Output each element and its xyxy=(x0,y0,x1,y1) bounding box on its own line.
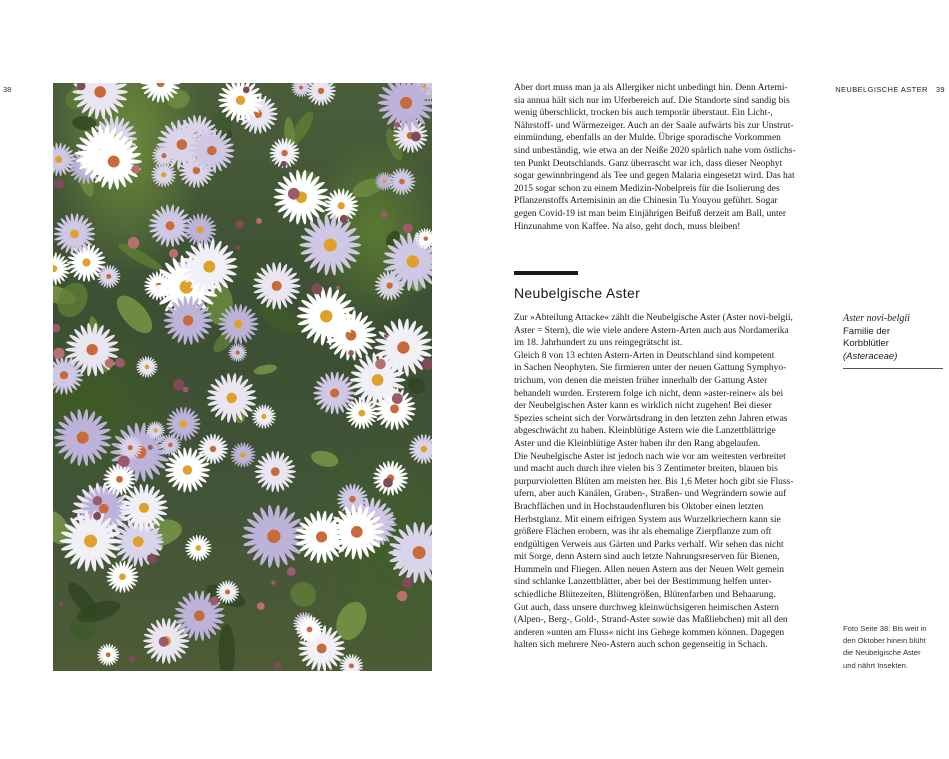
species-family-line2: Korbblütler xyxy=(843,338,889,350)
section-line: im 18. Jahrhundert zu uns reingegrätscht ist. xyxy=(514,338,683,349)
intro-line: gegen Covid-19 ist man beim Einjährigen Beifuß derzeit am Ball, unter xyxy=(514,208,786,219)
section-line: Aster = Stern), die wie viele andere Astern-Arten auch aus Nordamerika xyxy=(514,325,789,336)
species-box xyxy=(843,313,943,363)
section-line: Aster und die Kleinblütige Aster haben ihr den Rang abgelaufen. xyxy=(514,438,761,449)
section-line: Die Neubelgische Aster ist jedoch nach wie vor am weitesten verbreitet xyxy=(514,451,786,462)
aster-flower xyxy=(373,460,408,495)
aster-flowers-photo xyxy=(53,83,432,671)
intro-line: Aber dort muss man ja als Allergiker nicht unbedingt hin. Denn Artemi- xyxy=(514,83,788,93)
intro-line: wenig überschlickt, trocken bis auch temporär überstaut. Ein Licht-, xyxy=(514,108,773,119)
species-box-rule xyxy=(843,368,943,369)
intro-line: einmündung, ebenfalls an der Mulde. Übrige sporadische Vorkommen xyxy=(514,133,781,144)
aster-flower xyxy=(254,451,296,493)
section-line: schiedliche Blütezeiten, Blütengrößen, Blütenfarben und Behaarung. xyxy=(514,590,776,601)
aster-flower xyxy=(228,343,247,362)
section-line: Herbstglanz. Mit einem eifrigen System aus Wurzelkriechern kann sie xyxy=(514,514,781,525)
section-line: behandelt wurden. Ersterem folge ich nicht, denn »aster-reiner« als bei xyxy=(514,388,784,399)
intro-line: sia annua hält sich nur im Uferbereich auf. Die Standorte sind sandig bis xyxy=(514,95,790,106)
section-line: Zur »Abteilung Attacke« zählt die Neubelgische Aster (Aster novi-belgii, xyxy=(514,313,793,323)
section-line: und macht auch durch ihre vielen bis 3 Zentimeter breiten, blauen bis xyxy=(514,464,778,475)
intro-line: sogar gewinnbringend als Tee und gegen Malaria eingesetzt wird. Das hat xyxy=(514,171,795,182)
section-line: (Alpen-, Berg-, Gold-, Strand-Aster sowie das Maßliebchen) mit all den xyxy=(514,615,788,626)
aster-flower xyxy=(313,371,356,414)
aster-flower xyxy=(388,168,415,196)
section-line: halten sich mehrere Neo-Astern auch schon gegenseitig in Schach. xyxy=(514,640,768,651)
caption-line: die Neubelgische Aster xyxy=(843,648,921,658)
section-line: Gleich 8 von 13 echten Astern-Arten in Deutschland sind kompetent xyxy=(514,350,775,361)
aster-flower xyxy=(207,373,257,423)
section-line: der Neubelgischen Aster kann es wirklich nicht zugehen! Bei dieser xyxy=(514,401,772,412)
section-heading: Neubelgische Aster xyxy=(514,285,641,301)
section-text xyxy=(514,312,811,652)
section-line: Hummeln und Fliegen. Allen neuen Astern aus der Neuen Welt gemein xyxy=(514,564,785,575)
section-line: purpurvioletten Blüten am meisten her. Bis 1,6 Meter hoch gibt sie Fluss- xyxy=(514,476,794,487)
caption-line: und nährt Insekten. xyxy=(843,660,909,670)
section-body xyxy=(514,312,811,652)
species-latin-name: Aster novi-belgii xyxy=(843,313,910,324)
caption-line: den Oktober hinein blüht xyxy=(843,636,926,646)
aster-flower xyxy=(54,409,112,467)
aster-flower xyxy=(299,214,361,276)
intro-line: sind unbeständig, wie etwa an der Neiße 2020 spärlich nahe vom östlichs- xyxy=(514,145,796,156)
aster-flower xyxy=(409,434,432,464)
running-head xyxy=(835,85,945,94)
aster-flower xyxy=(53,252,70,286)
intro-line: 2015 sogar schon zu einem Medizin-Nobelpreis für die Isolierung des xyxy=(514,183,780,194)
section-line: anderen »unten am Fluss« nicht ins Gehege kommen können. Dagegen xyxy=(514,627,785,638)
section-line: trichum, von denen die meisten früher innerhalb der Gattung Aster xyxy=(514,375,768,386)
running-head-title: NEUBELGISCHE ASTER xyxy=(835,85,928,94)
intro-text xyxy=(514,82,811,233)
section-line: abgeschwächt zu haben. Kleinblütige Astern wie die Lanzettblättrige xyxy=(514,426,776,437)
intro-paragraph xyxy=(514,82,811,233)
aster-flower xyxy=(97,643,120,666)
caption-line: Foto Seite 38: Bis weit in xyxy=(843,624,927,633)
species-family-line1: Familie der xyxy=(843,325,890,337)
section-line: größere Flächen erobern, was ihr als ehemalige Zierpflanze zum oft xyxy=(514,527,772,538)
section-line: Spezies scheint sich der Vorwärtsdrang in den letzten zehn Jahren etwas xyxy=(514,413,788,424)
aster-flower xyxy=(377,83,432,132)
right-page-number: 39 xyxy=(935,85,945,94)
aster-flower xyxy=(136,356,158,378)
aster-flower xyxy=(306,83,336,106)
aster-flower xyxy=(106,561,138,593)
left-page-number: 38 xyxy=(3,85,12,94)
flowers-illustration xyxy=(53,83,432,671)
intro-line: Pflanzenstoffs Artemisinin an die Chinesin Tu Youyou geführt. Sogar xyxy=(514,196,778,207)
section-line: sind schlanke Lanzettblätter, aber bei der Bestimmung helfen unter- xyxy=(514,577,772,588)
aster-flower xyxy=(295,510,348,563)
aster-flower xyxy=(339,654,363,671)
intro-line: ten Punkt Deutschlands. Ganz überrascht war ich, dass dieser Neophyt xyxy=(514,158,783,169)
section-line: Gut auch, dass unsere durchweg kleinwüchsigeren heimischen Astern xyxy=(514,602,779,613)
aster-flower xyxy=(185,535,212,562)
section-line: in Sachen Neophyten. Sie firmieren unter der neuen Gattung Symphyo- xyxy=(514,363,787,374)
section-line: Brachflächen und in Hochstaudenfluren bis Oktober einen letzten xyxy=(514,501,764,512)
photo-caption xyxy=(843,623,947,672)
section-line: endgültigen Verweis aus Gärten und Parks verhalf. Wir sehen das nicht xyxy=(514,539,784,550)
section-line: mit Sorge, denn Astern sind auch letzte Nahrungsreserven für Bienen, xyxy=(514,552,780,563)
intro-line: Nährstoff- und Wärmezeiger. Auch an der Saale aufwärts bis zur Unstrut- xyxy=(514,120,794,131)
species-family-latin: (Asteraceae) xyxy=(843,350,898,362)
aster-flower xyxy=(230,442,256,468)
intro-line: Hinzunahme von Kaffee. Na also, geht doch, muss bleiben! xyxy=(514,221,741,232)
heading-rule xyxy=(514,271,578,275)
section-line: ufern, aber auch Kanälen, Graben-, Straßen- und Wegrändern sowie auf xyxy=(514,489,787,500)
aster-flower xyxy=(252,404,277,429)
